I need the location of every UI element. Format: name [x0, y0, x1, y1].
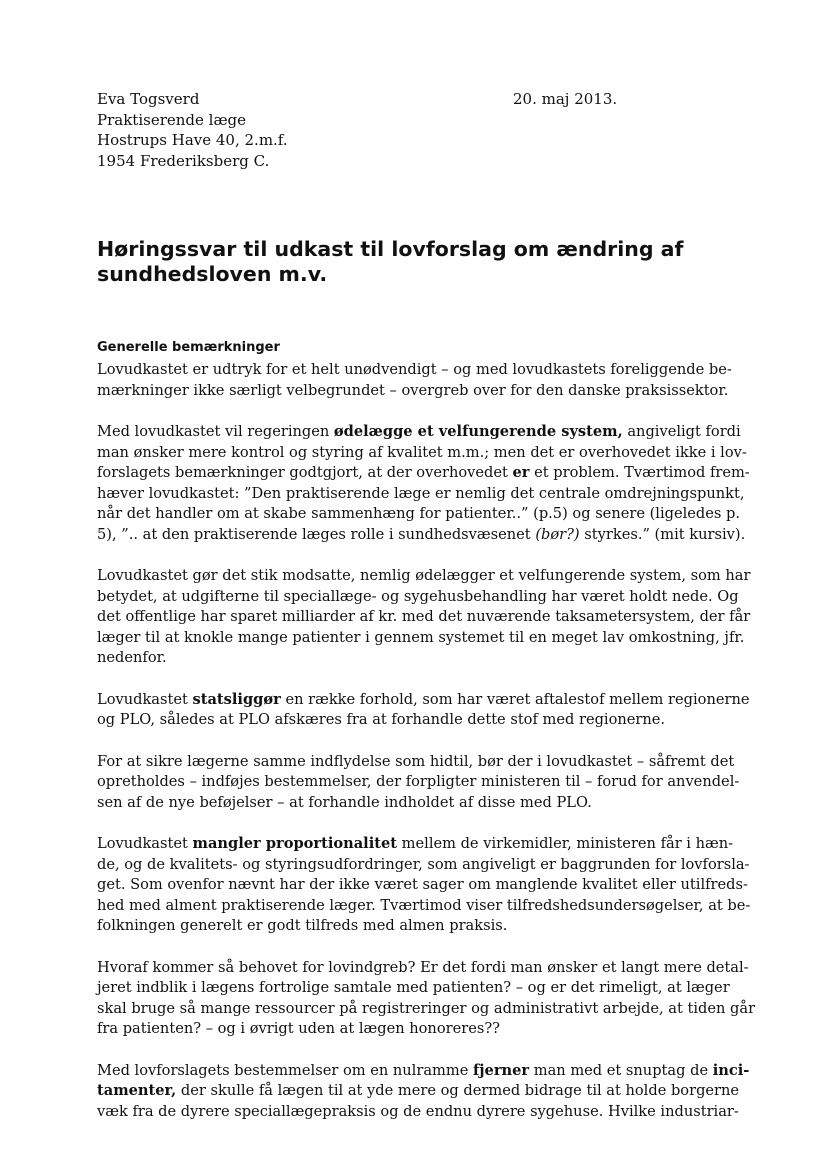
text-line	[97, 587, 739, 608]
text-run: væk fra de dyrere speciallægepraksis og de endnu dyrere sygehuse. Hvilke industriar-	[97, 1102, 739, 1120]
text-line	[97, 999, 756, 1020]
letter-date: 20. maj 2013.	[513, 90, 618, 108]
emphasis-bold: tamenter,	[97, 1082, 177, 1099]
text-line	[97, 504, 741, 525]
body-paragraph	[97, 360, 732, 401]
text-run: mellem de virkemidler, ministeren får i hæn-	[397, 835, 734, 852]
text-line	[97, 916, 729, 937]
text-run: 5), ”.. at den praktiserende læges rolle i sundhedsvæsenet	[97, 525, 536, 543]
text-run: en række forhold, som har været aftalestof mellem regionerne	[280, 690, 750, 708]
text-line	[97, 1102, 739, 1123]
text-line	[97, 443, 747, 464]
text-run: forslagets bemærkninger godtgjort, at der overhovedet	[97, 464, 513, 481]
text-run: Lovudkastet	[97, 690, 193, 708]
text-run: nedenfor.	[97, 649, 167, 666]
text-line	[97, 463, 750, 484]
text-line	[97, 710, 729, 731]
body-paragraph	[97, 422, 750, 545]
text-run: skal bruge så mange ressourcer på registreringer og administrativt arbejde, at tiden går	[97, 999, 756, 1017]
text-run: Lovudkastet gør det stik modsatte, nemlig ødelægger et velfungerende system, som har	[97, 567, 751, 584]
emphasis-bold: fjerner	[472, 1061, 530, 1079]
text-line	[97, 525, 746, 546]
text-line	[97, 381, 729, 402]
text-run: get. Som ovenfor nævnt har der ikke været sager om manglende kvalitet eller utilfreds-	[97, 876, 748, 893]
text-run: læger til at knokle mange patienter i gennem systemet til en meget lav omkostning, jfr.	[97, 628, 745, 646]
text-run: sen af de nye beføjelser – at forhandle indholdet af disse med PLO.	[97, 793, 592, 811]
sender-title: Praktiserende læge	[97, 110, 247, 129]
sender-name: Eva Togsverd	[97, 90, 200, 108]
text-line	[97, 1061, 750, 1082]
text-line	[97, 628, 745, 649]
text-line	[97, 978, 729, 999]
text-line	[97, 793, 729, 814]
text-run: man ønsker mere kontrol og styring af kvalitet m.m.; men det er overhovedet ikke i lov-	[97, 443, 747, 461]
text-run: fra patienten? – og i øvrigt uden at lægen honoreres??	[97, 1020, 500, 1037]
text-run: For at sikre lægerne samme indflydelse som hidtil, bør der i lovudkastet – såfremt det	[97, 752, 735, 770]
text-run: et problem. Tværtimod frem-	[529, 464, 750, 481]
emphasis-bold: mangler proportionalitet	[192, 835, 398, 852]
body-paragraph	[97, 566, 751, 669]
text-line	[97, 1081, 740, 1102]
sender-street: Hostrups Have 40, 2.m.f.	[97, 131, 288, 149]
body-paragraph	[97, 690, 750, 731]
text-run: mærkninger ikke særligt velbegrundet – overgreb over for den danske praksissektor.	[97, 381, 729, 399]
text-line	[97, 607, 751, 628]
body-text	[97, 360, 756, 1143]
emphasis-bold: ødelægge et velfungerende system,	[333, 423, 623, 440]
text-run: det offentlige har sparet milliarder af kr. med det nuværende taksametersystem, der får	[97, 608, 751, 625]
text-run: jeret indblik i lægens fortrolige samtale med patienten? – og er det rimeligt, at læger	[97, 979, 730, 996]
text-run: Med lovudkastet vil regeringen	[97, 423, 334, 440]
text-run: de, og de kvalitets- og styringsudfordringer, som angiveligt er baggrunden for lovforsla-	[97, 855, 750, 873]
text-line	[97, 566, 751, 587]
text-run: og PLO, således at PLO afskæres fra at forhandle dette stof med regionerne.	[97, 711, 666, 728]
text-line	[97, 648, 729, 669]
text-line	[97, 752, 735, 773]
text-run: betydet, at udgifterne til speciallæge- og sygehusbehandling har været holdt nede. Og	[97, 587, 739, 605]
title-line: sundhedsloven m.v.	[97, 262, 328, 286]
emphasis-italic: (bør?)	[535, 525, 580, 543]
text-run: styrkes.” (mit kursiv).	[579, 525, 746, 543]
body-paragraph	[97, 1061, 750, 1123]
text-line	[97, 855, 750, 876]
text-run: der skulle få lægen til at yde mere og dermed bidrage til at holde borgerne	[176, 1082, 740, 1099]
emphasis-bold: er	[512, 464, 530, 481]
sender-address-block	[97, 89, 288, 171]
text-line	[97, 896, 751, 917]
text-run: opretholdes – indføjes bestemmelser, der forpligter ministeren til – forud for anvendel-	[97, 773, 740, 790]
text-line	[97, 772, 740, 793]
text-line	[97, 875, 748, 896]
text-run: man med et snuptag de	[529, 1061, 713, 1079]
text-run: folkningen generelt er godt tilfreds med almen praksis.	[97, 917, 508, 934]
text-run: Hvoraf kommer så behovet for lovindgreb? Er det fordi man ønsker et langt mere detal-	[97, 958, 749, 976]
emphasis-bold: statsliggør	[192, 690, 281, 708]
body-paragraph	[97, 958, 756, 1040]
text-line	[97, 484, 745, 505]
text-line	[97, 1019, 729, 1040]
text-run: når det handler om at skabe sammenhæng for patienter..” (p.5) og senere (ligeledes p.	[97, 505, 741, 522]
title-line: Høringssvar til udkast til lovforslag om ændring af	[97, 237, 684, 261]
sender-city: 1954 Frederiksberg C.	[97, 151, 270, 170]
text-run: hed med alment praktiserende læger. Tværtimod viser tilfredshedsundersøgelser, at be-	[97, 896, 751, 914]
text-line	[97, 958, 749, 979]
text-line	[97, 360, 732, 381]
body-paragraph	[97, 834, 751, 937]
emphasis-bold: inci-	[712, 1061, 750, 1079]
body-paragraph	[97, 752, 740, 814]
text-line	[97, 422, 741, 443]
text-run: hæver lovudkastet: ”Den praktiserende læge er nemlig det centrale omdrejningspunkt,	[97, 484, 745, 502]
text-run: Lovudkastet	[97, 835, 193, 852]
text-run: Med lovforslagets bestemmelser om en nulramme	[97, 1061, 473, 1079]
text-run: angiveligt fordi	[622, 423, 741, 440]
text-run: Lovudkastet er udtryk for et helt unødvendigt – og med lovudkastets foreliggende be-	[97, 361, 732, 378]
text-line	[97, 834, 734, 855]
section-heading: Generelle bemærkninger	[97, 340, 280, 355]
text-line	[97, 690, 750, 711]
document-title	[97, 237, 737, 287]
